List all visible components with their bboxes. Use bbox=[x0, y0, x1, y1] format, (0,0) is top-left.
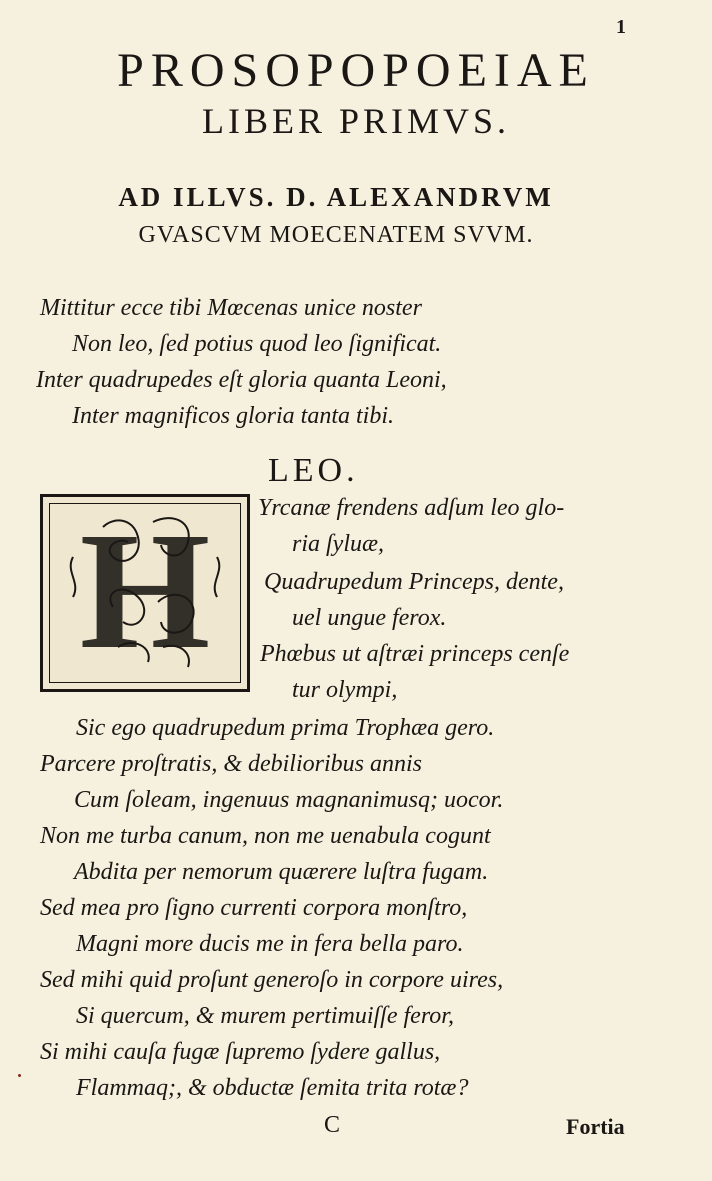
page-number: 1 bbox=[616, 16, 626, 38]
poem-line: Si quercum, & murem pertimuiſſe feror, bbox=[76, 1003, 454, 1029]
poem-line: uel ungue ferox. bbox=[292, 605, 447, 631]
poem-line: Magni more ducis me in fera bella paro. bbox=[76, 931, 464, 957]
speaker-heading: LEO. bbox=[268, 452, 359, 489]
title-line-2: LIBER PRIMVS. bbox=[201, 101, 511, 141]
ink-speck bbox=[18, 1074, 21, 1077]
poem-line: Sed mihi quid proſunt generoſo in corpore uires, bbox=[40, 967, 504, 993]
dedication-line-2: GVASCVM MOECENATEM SVVM. bbox=[138, 222, 534, 248]
poem-line: Cum ſoleam, ingenuus magnanimusq; uocor. bbox=[74, 787, 504, 813]
poem-line: Non me turba canum, non me uenabula cogunt bbox=[40, 823, 491, 849]
poem-line: ria ſyluæ, bbox=[292, 531, 385, 557]
epigram-line: Mittitur ecce tibi Mœcenas unice noster bbox=[40, 295, 422, 321]
poem-line: Yrcanæ frendens adſum leo glo- bbox=[258, 495, 565, 521]
poem-line: Abdita per nemorum quærere luſtra fugam. bbox=[74, 859, 489, 885]
signature-mark: C bbox=[324, 1112, 341, 1138]
poem-line: Parcere proſtratis, & debilioribus annis bbox=[40, 751, 422, 777]
poem-line: Flammaq;, & obductæ ſemita trita rotæ? bbox=[76, 1075, 469, 1101]
decorated-initial bbox=[40, 494, 250, 692]
catchword: Fortia bbox=[566, 1114, 625, 1139]
poem-line: Si mihi cauſa fugæ ſupremo ſydere gallus, bbox=[40, 1039, 441, 1065]
epigram-line: Inter quadrupedes eſt gloria quanta Leoni, bbox=[36, 367, 447, 393]
poem-line: Quadrupedum Princeps, dente, bbox=[264, 569, 564, 595]
epigram-line: Non leo, ſed potius quod leo ſignificat. bbox=[72, 331, 442, 357]
title-line-1: PROSOPOPOEIAE bbox=[117, 44, 595, 97]
poem-line: Sed mea pro ſigno currenti corpora monſtro, bbox=[40, 895, 468, 921]
dedication-line-1: AD ILLVS. D. ALEXANDRVM bbox=[118, 182, 554, 212]
poem-line: tur olympi, bbox=[292, 677, 398, 703]
initial-letter: H bbox=[79, 498, 211, 684]
poem-line: Sic ego quadrupedum prima Trophæa gero. bbox=[76, 715, 495, 741]
epigram-line: Inter magnificos gloria tanta tibi. bbox=[72, 403, 394, 429]
poem-line: Phœbus ut aſtræi princeps cenſe bbox=[260, 641, 570, 667]
